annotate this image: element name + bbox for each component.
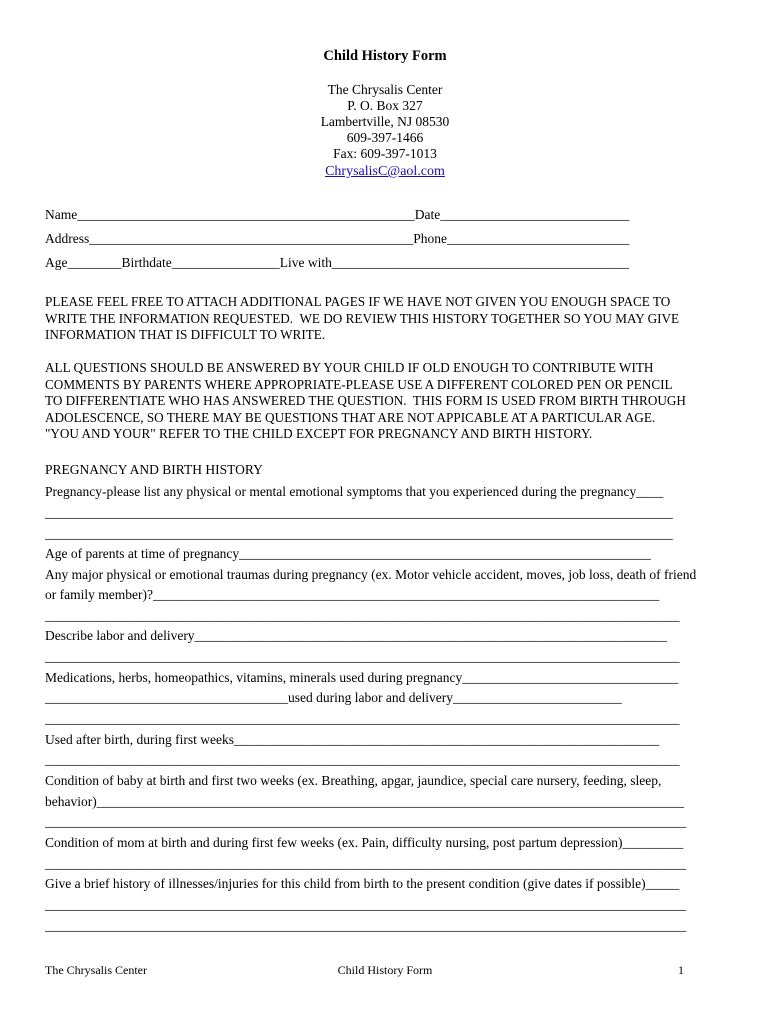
question-line[interactable]: Used after birth, during first weeks_______________________________________________________________ (45, 732, 660, 747)
answer-line[interactable]: _______________________________________________________________________________________________ (45, 897, 687, 912)
answer-line[interactable]: _______________________________________________________________________________________________ (45, 918, 687, 933)
org-phone: 609-397-1466 (346, 130, 424, 145)
instructions-line: "YOU AND YOUR" REFER TO THE CHILD EXCEPT FOR PREGNANCY AND BIRTH HISTORY. (45, 426, 593, 441)
instructions-line: ADOLESCENCE, SO THERE MAY BE QUESTIONS THAT ARE NOT APPICABLE AT A PARTICULAR AGE. (45, 409, 656, 425)
answer-line[interactable]: _______________________________________________________________________________________________ (45, 814, 687, 829)
answer-line[interactable]: ______________________________________________________________________________________________ (45, 752, 680, 767)
instructions-paragraph (45, 360, 735, 443)
question-line: Condition of baby at birth and first two weeks (ex. Breathing, apgar, jaundice, special care nursery, feeding, sleep, (45, 773, 662, 788)
question-line[interactable]: Describe labor and delivery______________________________________________________________________ (45, 628, 668, 643)
name-date-field[interactable]: Name__________________________________________________Date____________________________ (45, 207, 630, 222)
question-line[interactable]: Condition of mom at birth and during first few weeks (ex. Pain, difficulty nursing, post partum depression)_________ (45, 835, 684, 850)
org-fax: Fax: 609-397-1013 (333, 146, 437, 161)
footer-title: Child History Form (337, 963, 433, 977)
email-link[interactable]: ChrysalisC@aol.com (325, 164, 445, 179)
answer-line[interactable]: ______________________________________________________________________________________________ (45, 649, 680, 664)
answer-line[interactable]: ______________________________________________________________________________________________ (45, 711, 680, 726)
section-heading: PREGNANCY AND BIRTH HISTORY (45, 462, 263, 477)
notice-line: PLEASE FEEL FREE TO ATTACH ADDITIONAL PAGES IF WE HAVE NOT GIVEN YOU ENOUGH SPACE TO (45, 294, 671, 309)
question-line[interactable]: Age of parents at time of pregnancy_____________________________________________________________ (45, 546, 651, 561)
answer-line[interactable]: _____________________________________________________________________________________________ (45, 505, 673, 520)
org-name: The Chrysalis Center (327, 82, 443, 97)
org-city: Lambertville, NJ 08530 (320, 114, 450, 129)
question-line[interactable]: behavior)_______________________________________________________________________________________ (45, 794, 684, 809)
answer-line[interactable]: ______________________________________________________________________________________________ (45, 608, 680, 623)
question-line[interactable]: Give a brief history of illnesses/injuries for this child from birth to the present condition (give dates if possible)_____ (45, 876, 680, 891)
instructions-line: COMMENTS BY PARENTS WHERE APPROPRIATE-PLEASE USE A DIFFERENT COLORED PEN OR PENCIL (45, 376, 673, 392)
instructions-line: TO DIFFERENTIATE WHO HAS ANSWERED THE QUESTION. THIS FORM IS USED FROM BIRTH THROUGH (45, 393, 686, 408)
notice-line: INFORMATION THAT IS DIFFICULT TO WRITE. (45, 327, 326, 342)
address-phone-field[interactable]: Address________________________________________________Phone___________________________ (45, 231, 630, 246)
answer-line[interactable]: _____________________________________________________________________________________________ (45, 526, 673, 541)
question-line: Any major physical or emotional traumas during pregnancy (ex. Motor vehicle accident, moves, job loss, death of friend (45, 567, 697, 582)
page-number: 1 (678, 963, 684, 977)
instructions-line: ALL QUESTIONS SHOULD BE ANSWERED BY YOUR CHILD IF OLD ENOUGH TO CONTRIBUTE WITH (45, 360, 654, 375)
question-line[interactable]: ____________________________________used during labor and delivery_________________________ (45, 690, 622, 705)
form-title: Child History Form (323, 48, 447, 64)
org-po-box: P. O. Box 327 (347, 98, 423, 113)
question-line[interactable]: Medications, herbs, homeopathics, vitamins, minerals used during pregnancy________________________________ (45, 670, 679, 685)
age-birthdate-field[interactable]: Age________Birthdate________________Live with____________________________________________ (45, 255, 629, 270)
notice-line: WRITE THE INFORMATION REQUESTED. WE DO REVIEW THIS HISTORY TOGETHER SO YOU MAY GIVE (45, 310, 680, 326)
notice-paragraph (45, 294, 735, 344)
answer-line[interactable]: _______________________________________________________________________________________________ (45, 856, 687, 871)
footer-org: The Chrysalis Center (45, 963, 147, 977)
question-line[interactable]: Pregnancy-please list any physical or mental emotional symptoms that you experienced during the pregnancy____ (45, 484, 664, 499)
question-line[interactable]: or family member)?___________________________________________________________________________ (45, 587, 660, 602)
